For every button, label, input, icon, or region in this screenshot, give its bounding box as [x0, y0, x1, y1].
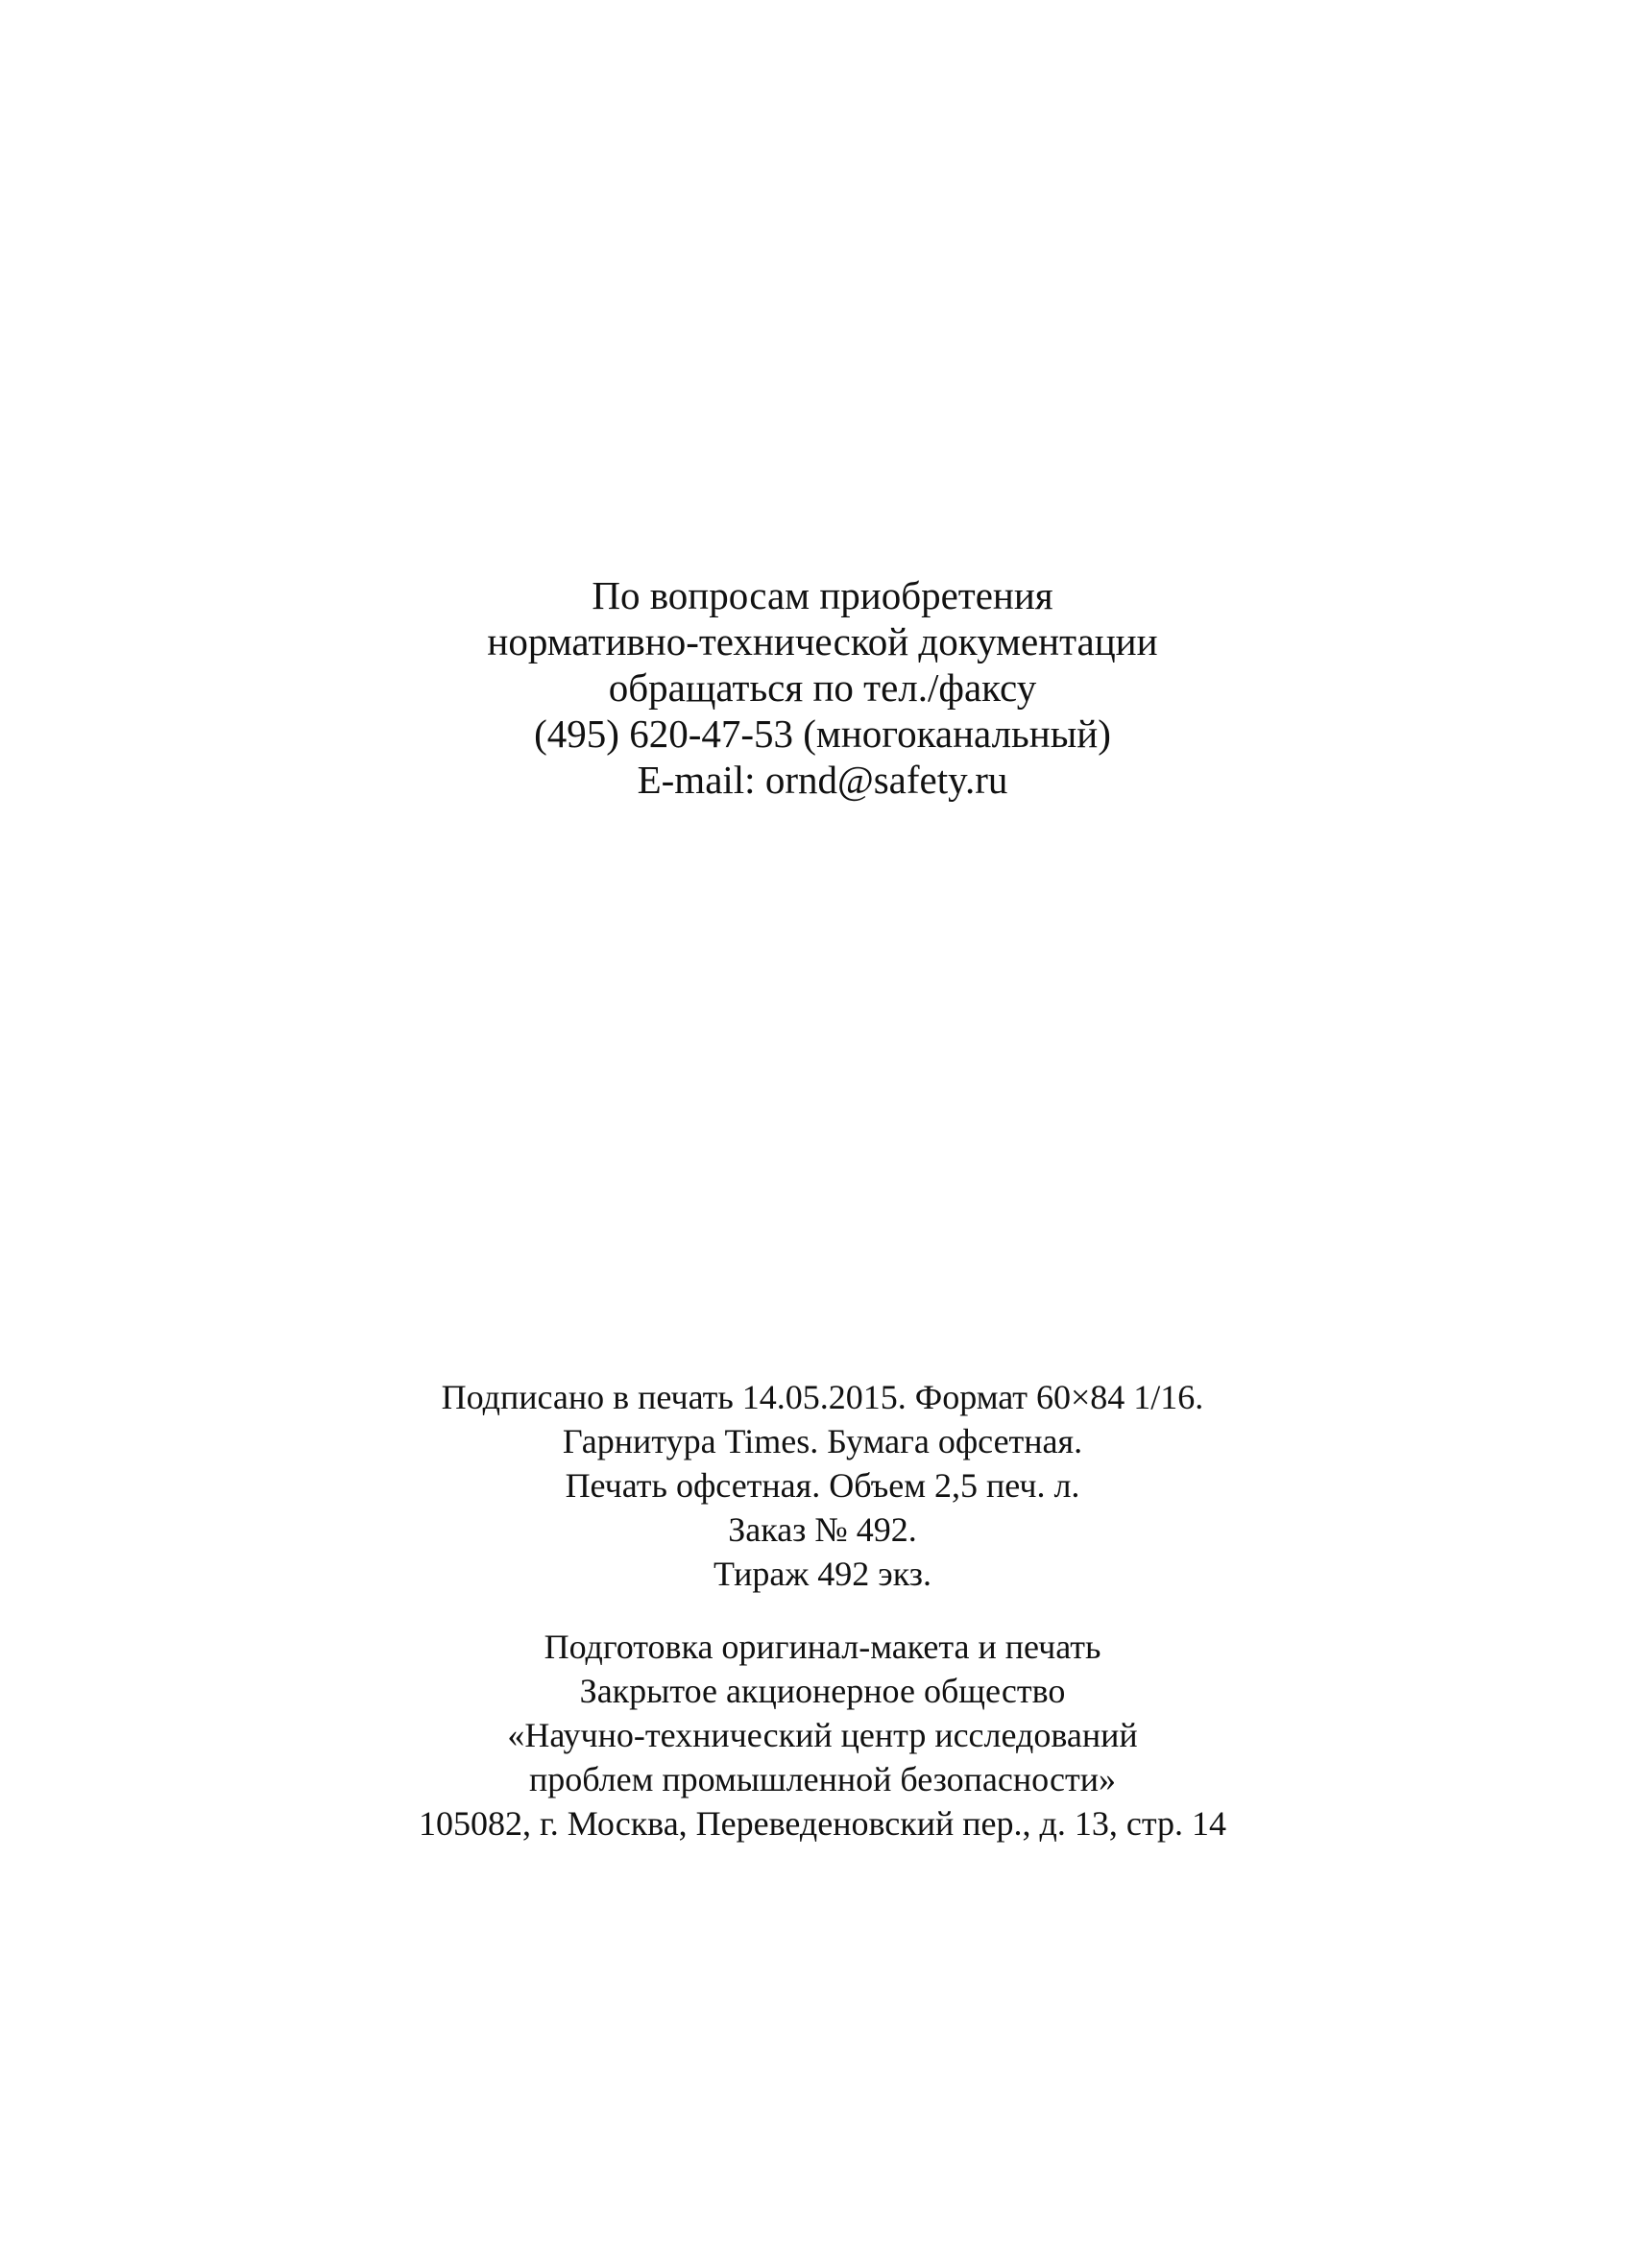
contacts-intro: По вопросам приобретения [592, 573, 1053, 617]
contacts-email: E-mail: ornd@safety.ru [637, 758, 1008, 802]
printer-preparation: Подготовка оригинал-макета и печать [544, 1628, 1101, 1666]
contacts-phone: (495) 620-47-53 (многоканальный) [534, 712, 1111, 756]
printer-address: 105082, г. Москва, Переведеновский пер., д. 13, стр. 14 [419, 1804, 1226, 1843]
contacts-phone-label: обращаться по тел./факсу [608, 665, 1037, 710]
print-circulation: Тираж 492 экз. [714, 1555, 931, 1593]
print-signed-format: Подписано в печать 14.05.2015. Формат 60×84 1/16. [441, 1378, 1204, 1416]
contacts-subject: нормативно-технической документации [487, 619, 1158, 664]
printer-info-block [0, 1625, 1645, 1846]
print-typeface-paper: Гарнитура Times. Бумага офсетная. [562, 1422, 1083, 1460]
print-order-number: Заказ № 492. [728, 1510, 917, 1549]
printer-company-name-2: проблем промышленной безопасности» [528, 1760, 1117, 1798]
print-info-block [0, 1375, 1645, 1596]
print-method-volume: Печать офсетная. Объем 2,5 печ. л. [565, 1466, 1080, 1505]
printer-company-name-1: «Научно-технический центр исследований [507, 1716, 1138, 1754]
printer-company-type: Закрытое акционерное общество [579, 1672, 1066, 1710]
contacts-block [0, 572, 1645, 803]
